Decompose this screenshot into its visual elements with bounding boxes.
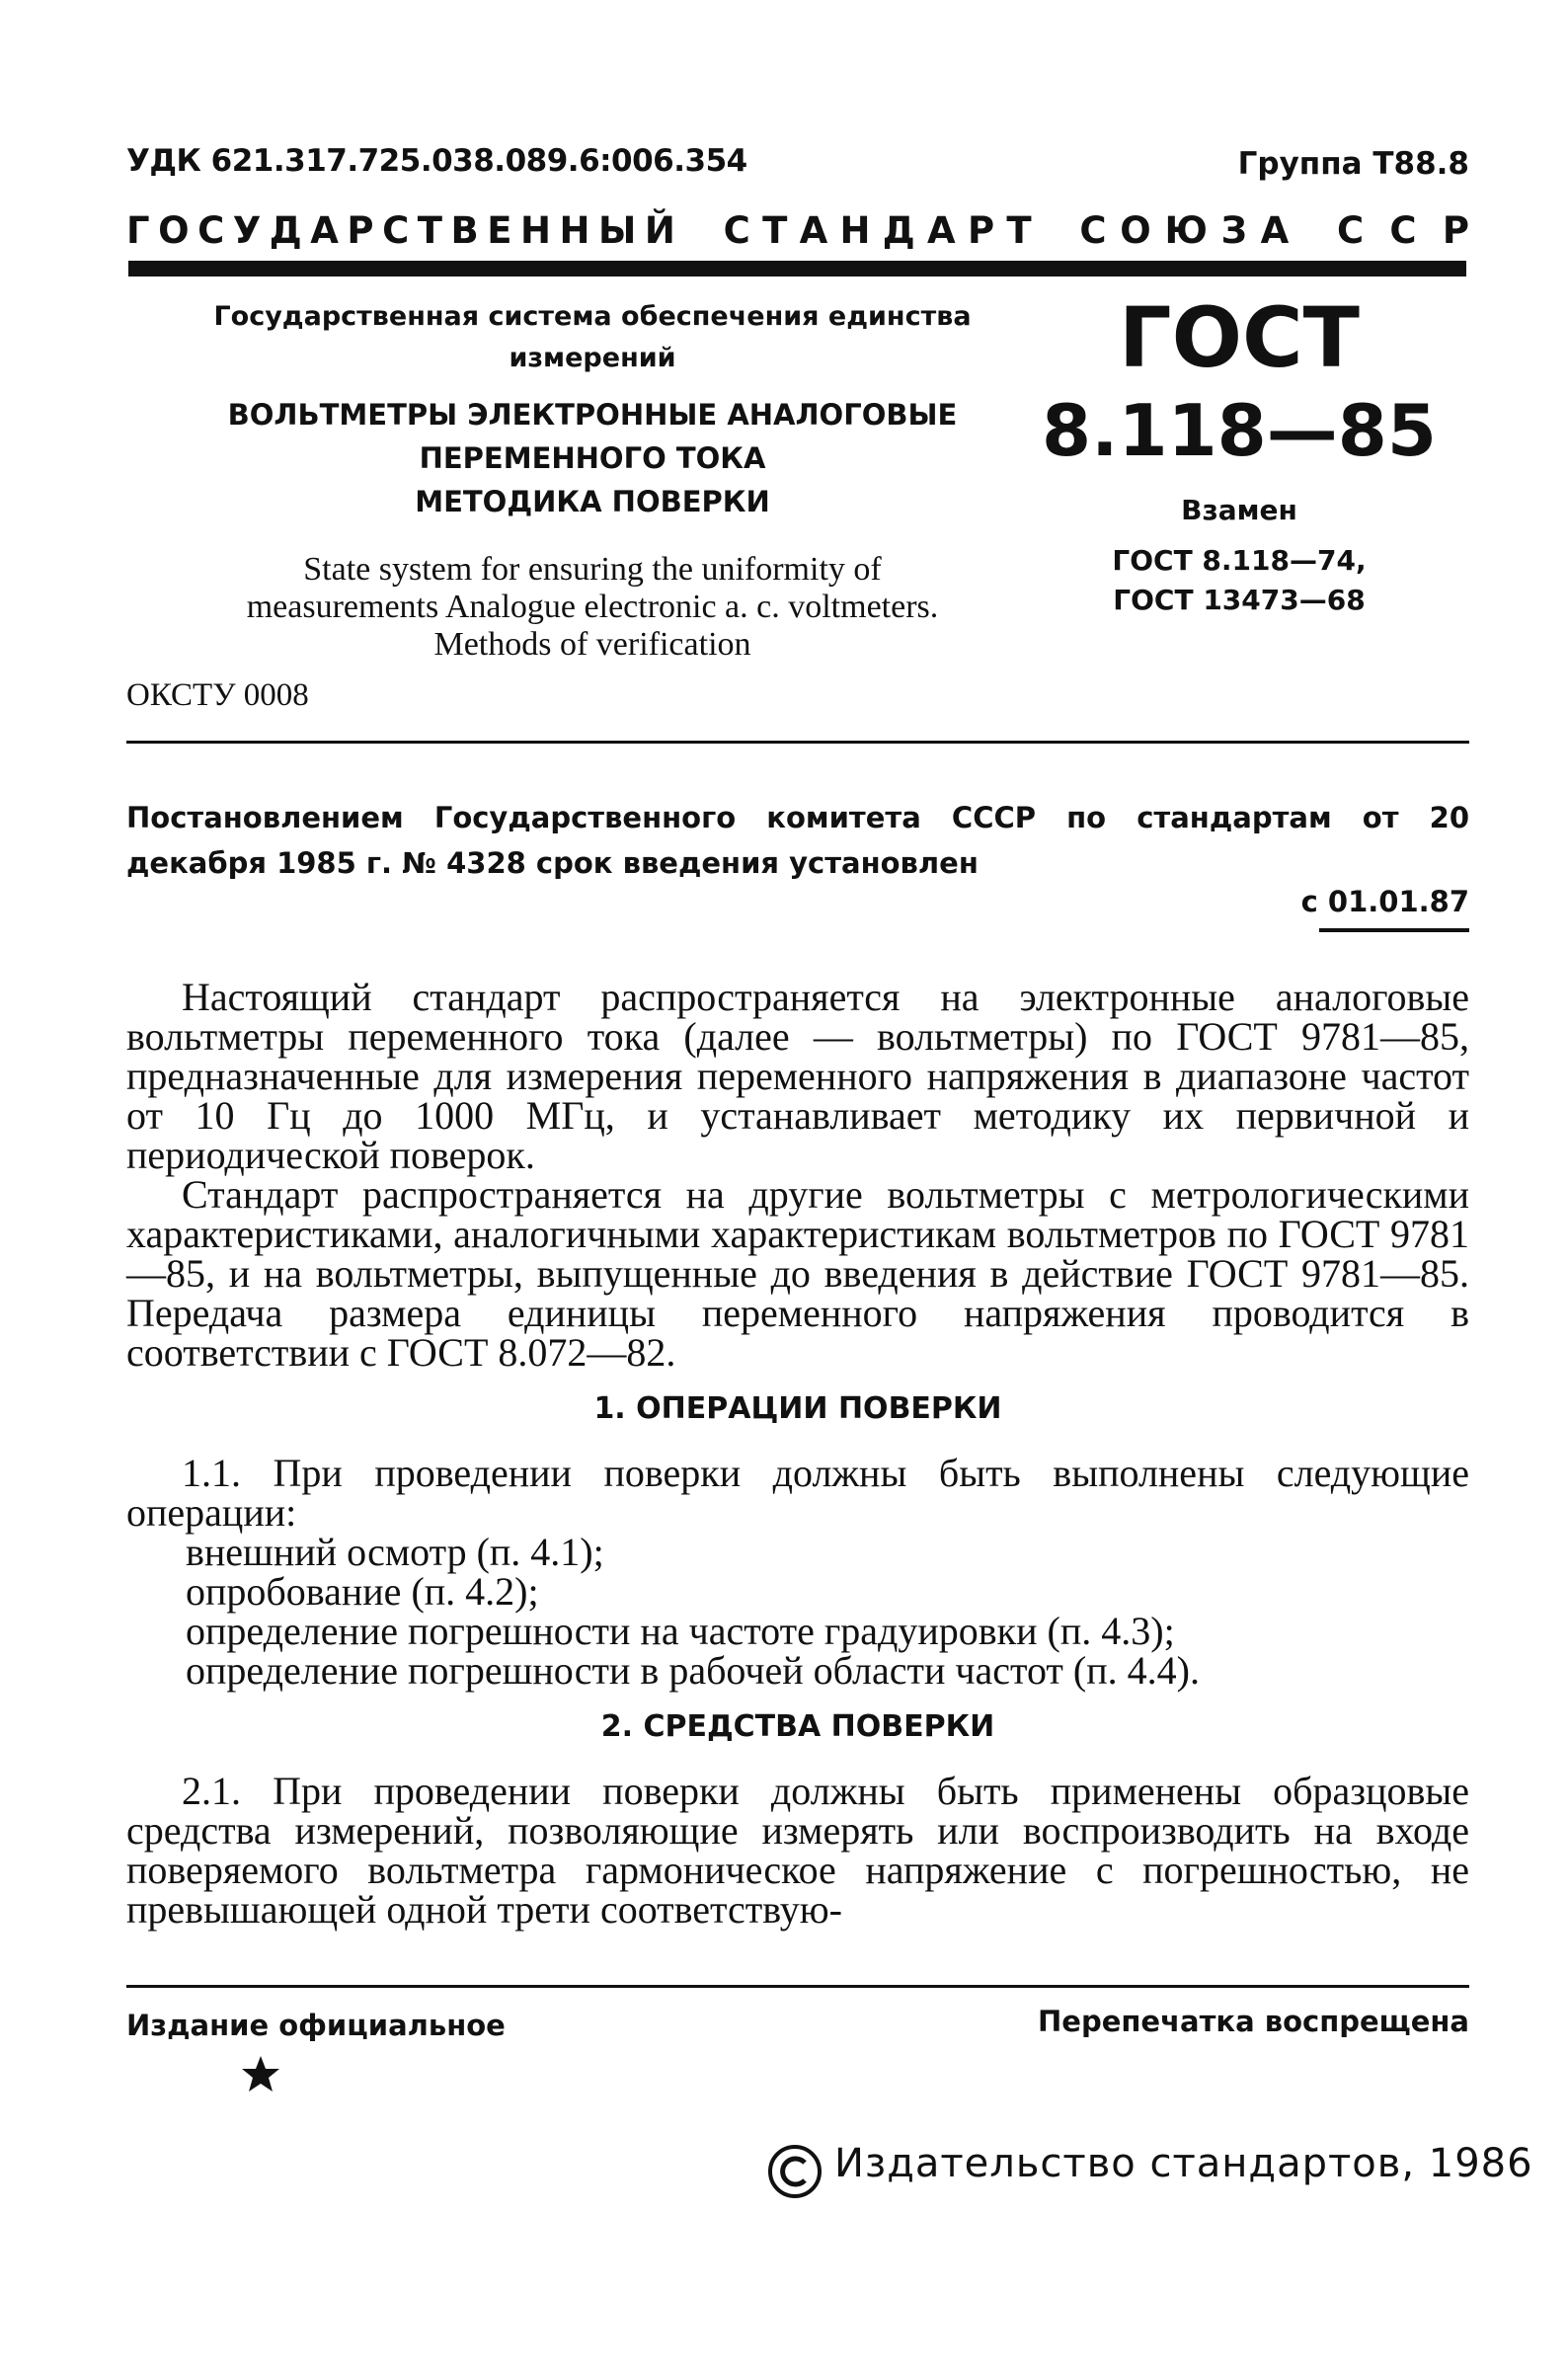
banner-letter: Н [839,209,871,252]
banner-word-state [126,209,675,252]
banner-letter: Г [126,209,150,252]
banner-letter: Е [487,209,512,252]
banner-letter: Т [417,209,442,252]
banner-word-union [1079,209,1289,252]
banner-letter: Д [882,209,915,252]
banner-letter: С [1079,209,1107,252]
edition-label: Издание официальное [126,2009,506,2042]
banner-word-standard [724,209,1032,252]
banner-letter: Т [1006,209,1032,252]
banner-letter: А [310,209,339,252]
effective-date: с 01.01.87 [1300,885,1469,918]
paragraph: Стандарт распространяется на другие вольтметры с метрологическими характеристиками, аналогичными характеристикам вольтметров по ГОСТ 9781—85, и на вольтметры, выпущенные до введения в действие ГОСТ 9781—85. Передача размера единицы переменного напряжения проводится в соответствии с ГОСТ 8.072—82. [126,1172,1469,1375]
english-title-line: measurements Analogue electronic a. c. voltmeters. [246,589,939,625]
banner-letter: Ю [1164,209,1208,252]
operation-item: определение погрешности в рабочей области частот (п. 4.4). [186,1648,1200,1693]
product-title [197,393,987,523]
replaced-standard: ГОСТ 13473—68 [1113,584,1366,616]
banner-letter: В [450,209,479,252]
banner-letter: Р [347,209,374,252]
system-title: Государственная система обеспечения единства измерений [213,301,972,373]
english-title-line: State system for ensuring the uniformity of [303,551,882,588]
reprint-notice: Перепечатка воспрещена [1038,2005,1469,2038]
udk-code: УДК 621.317.725.038.089.6:006.354 [126,143,747,179]
date-underline [1319,928,1469,932]
banner-letter: О [158,209,190,252]
banner-letter: У [232,209,262,252]
okstu-code: ОКСТУ 0008 [126,677,309,713]
publisher: Издательство стандартов, 1986 [834,2141,1533,2186]
banner-letter: Н [559,209,590,252]
section-heading: 1. ОПЕРАЦИИ ПОВЕРКИ [593,1391,1002,1426]
banner-letter: О [1120,209,1151,252]
banner-letter: З [1220,209,1247,252]
replaces-list [1027,541,1451,620]
banner-letter: Т [762,209,788,252]
section-heading: 2. СРЕДСТВА ПОВЕРКИ [600,1709,995,1744]
banner-letter: С [382,209,410,252]
copyright-icon [766,2143,823,2200]
operation-item: определение погрешности на частоте градуировки (п. 4.3); [186,1609,1175,1653]
star-icon [241,2054,280,2094]
banner-word-ussr [1337,209,1469,252]
banner-letter: Н [520,209,551,252]
banner-letter: Р [1442,209,1469,252]
product-title-line: ПЕРЕМЕННОГО ТОКА [419,441,766,475]
footer-divider [126,1985,1469,1988]
product-title-line: МЕТОДИКА ПОВЕРКИ [415,485,770,518]
paragraph: Настоящий стандарт распространяется на электронные аналоговые вольтметры переменного тока (далее — вольтметры) по ГОСТ 9781—85, предназначенные для измерения переменного напряжения в диапазоне частот от 10 Гц до 1000 МГц, и устанавливает методику их первичной и периодической поверок. [126,975,1469,1177]
state-standard-banner [126,209,1469,252]
banner-letter: Й [644,209,675,252]
product-title-line: ВОЛЬТМЕТРЫ ЭЛЕКТРОННЫЕ АНАЛОГОВЫЕ [227,398,958,432]
paragraph: 2.1. При проведении поверки должны быть применены образцовые средства измерений, позволяющие измерять или воспроизводить на входе поверяемого вольтметра гармоническое напряжение с погрешностью, не превышающей одной трети соответствую- [126,1769,1469,1932]
banner-letter: С [1336,209,1365,252]
paragraph: 1.1. При проведении поверки должны быть выполнены следующие операции: [126,1451,1469,1535]
replaces-label: Взамен [1181,494,1297,526]
gost-label: ГОСТ [1119,289,1360,386]
english-title [148,551,1037,664]
operation-item: опробование (п. 4.2); [186,1569,539,1614]
divider [126,741,1469,744]
banner-letter: А [799,209,828,252]
english-title-line: Methods of verification [433,626,751,663]
banner-letter: А [1260,209,1290,252]
banner-letter: Ы [597,209,637,252]
banner-letter: С [197,209,225,252]
banner-letter: Р [967,209,995,252]
banner-letter: Д [269,209,302,252]
decree-text: Постановлением Государственного комитета СССР по стандартам от 20 декабря 1985 г. № 4328 срок введения установлен [126,801,1469,880]
thick-divider [128,261,1466,276]
replaced-standard: ГОСТ 8.118—74, [1112,544,1367,577]
gost-number: 8.118—85 [1042,389,1437,472]
group-code: Группа Т88.8 [1237,146,1469,182]
document-body [126,975,1469,1932]
banner-letter: А [927,209,956,252]
operation-item: внешний осмотр (п. 4.1); [186,1530,604,1574]
banner-letter: С [1389,209,1417,252]
banner-letter: С [723,209,750,252]
